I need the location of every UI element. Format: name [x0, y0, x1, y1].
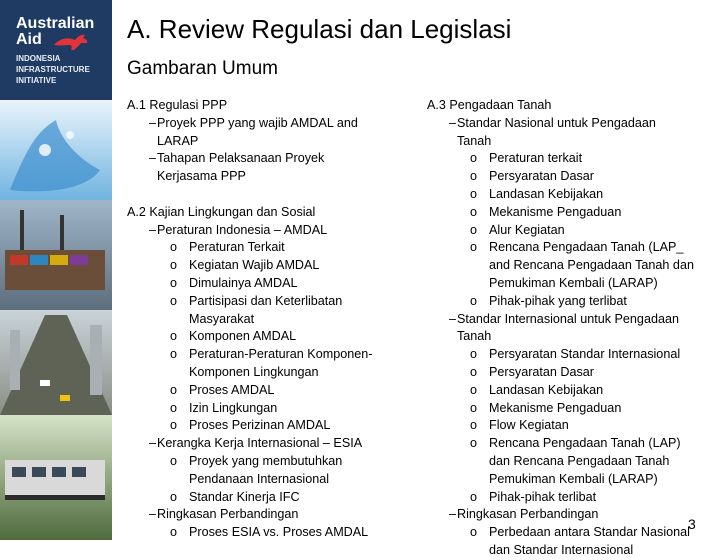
- circle-bullet: o: [470, 169, 478, 184]
- circle-bullet: o: [470, 293, 478, 308]
- section-heading: A.3 Pengadaan Tanah: [427, 98, 552, 112]
- dash-bullet: –: [149, 222, 157, 237]
- list-item-continuation: Tanah: [457, 133, 492, 148]
- sub-list-item: Perbedaan antara Standar Nasional: [489, 525, 690, 540]
- sub-list-item: Persyaratan Dasar: [489, 364, 594, 379]
- logo-word-2: Aid: [16, 31, 42, 48]
- circle-bullet: o: [470, 347, 478, 362]
- circle-bullet: o: [170, 258, 178, 273]
- sub-list-item: Landasan Kebijakan: [489, 382, 604, 397]
- left-column: [127, 97, 395, 542]
- sub-list-item: Rencana Pengadaan Tanah (LAP_: [489, 240, 684, 255]
- sub-list-item: Proyek yang membutuhkan: [189, 453, 343, 468]
- sub-list-item-continuation: dan Rencana Pengadaan Tanah: [489, 453, 670, 468]
- sub-list-item-continuation: Pemukiman Kembali (LARAP): [489, 275, 658, 290]
- sub-list-item: Komponen AMDAL: [189, 329, 297, 344]
- dash-bullet: –: [449, 507, 457, 522]
- sub-list-item: Kegiatan Wajib AMDAL: [189, 258, 320, 273]
- dash-bullet: –: [149, 151, 157, 166]
- program-line-3: INITIATIVE: [16, 76, 57, 85]
- sub-list-item-continuation: dan Standar Internasional: [489, 542, 634, 557]
- circle-bullet: o: [470, 186, 478, 201]
- circle-bullet: o: [470, 222, 478, 237]
- dash-bullet: –: [149, 436, 157, 451]
- sub-list-item: Proses Perizinan AMDAL: [189, 418, 331, 433]
- sub-list-item: Proses AMDAL: [189, 382, 275, 397]
- circle-bullet: o: [470, 240, 478, 255]
- circle-bullet: o: [470, 418, 478, 433]
- circle-bullet: o: [470, 204, 478, 219]
- section-heading: A.1 Regulasi PPP: [127, 98, 228, 112]
- sub-list-item: Peraturan terkait: [489, 151, 583, 166]
- circle-bullet: o: [170, 418, 178, 433]
- sub-list-item: Izin Lingkungan: [189, 400, 278, 415]
- kangaroo-icon: [52, 32, 92, 52]
- list-item: Standar Nasional untuk Pengadaan: [457, 115, 656, 130]
- circle-bullet: o: [170, 293, 178, 308]
- sub-list-item: Persyaratan Dasar: [489, 169, 594, 184]
- sub-list-item: Pihak-pihak terlibat: [489, 489, 597, 504]
- sub-list-item: Rencana Pengadaan Tanah (LAP): [489, 436, 681, 451]
- dash-bullet: –: [149, 507, 157, 522]
- australian-aid-logo: [6, 10, 110, 100]
- circle-bullet: o: [470, 525, 478, 540]
- sub-list-item: Dimulainya AMDAL: [189, 275, 298, 290]
- list-item-continuation: Tanah: [457, 329, 492, 344]
- sub-list-item: Flow Kegiatan: [489, 418, 569, 433]
- list-item: Standar Internasional untuk Pengadaan: [457, 311, 679, 326]
- right-column: [427, 97, 711, 560]
- dash-bullet: –: [149, 115, 157, 130]
- list-item-continuation: LARAP: [157, 133, 199, 148]
- sub-list-item-continuation: Pemukiman Kembali (LARAP): [489, 471, 658, 486]
- circle-bullet: o: [170, 525, 178, 540]
- circle-bullet: o: [470, 489, 478, 504]
- dash-bullet: –: [449, 115, 457, 130]
- sub-list-item: Persyaratan Standar Internasional: [489, 347, 681, 362]
- sidebar-banner: [0, 0, 112, 540]
- circle-bullet: o: [170, 382, 178, 397]
- circle-bullet: o: [170, 329, 178, 344]
- sub-list-item-continuation: Komponen Lingkungan: [189, 364, 319, 379]
- sub-list-item: Mekanisme Pengaduan: [489, 204, 622, 219]
- circle-bullet: o: [470, 436, 478, 451]
- circle-bullet: o: [470, 364, 478, 379]
- logo-word-1: Australian: [16, 15, 95, 32]
- list-item: Ringkasan Perbandingan: [157, 507, 299, 522]
- program-line-1: INDONESIA: [16, 54, 61, 63]
- sub-list-item-continuation: Masyarakat: [189, 311, 255, 326]
- sub-list-item: Proses ESIA vs. Proses AMDAL: [189, 525, 369, 540]
- program-line-2: INFRASTRUCTURE: [16, 65, 90, 74]
- circle-bullet: o: [470, 382, 478, 397]
- circle-bullet: o: [170, 489, 178, 504]
- list-item: Ringkasan Perbandingan: [457, 507, 599, 522]
- section-heading: A.2 Kajian Lingkungan dan Sosial: [127, 204, 316, 219]
- sub-list-item: Peraturan-Peraturan Komponen-: [189, 347, 373, 362]
- sub-list-item: Alur Kegiatan: [489, 222, 565, 237]
- slide-subtitle: Gambaran Umum: [127, 58, 278, 79]
- slide-title: A. Review Regulasi dan Legislasi: [127, 14, 512, 44]
- infrastructure-photo-collage: [0, 100, 112, 540]
- sub-list-item-continuation: and Rencana Pengadaan Tanah dan: [489, 258, 694, 273]
- sub-list-item: Partisipasi dan Keterlibatan: [189, 293, 343, 308]
- sub-list-item: Mekanisme Pengaduan: [489, 400, 622, 415]
- circle-bullet: o: [170, 240, 178, 255]
- sub-list-item: Pihak-pihak yang terlibat: [489, 293, 627, 308]
- circle-bullet: o: [170, 453, 178, 468]
- sub-list-item-continuation: Pendanaan Internasional: [189, 471, 330, 486]
- circle-bullet: o: [170, 275, 178, 290]
- list-item-continuation: Kerjasama PPP: [157, 169, 246, 184]
- list-item: Peraturan Indonesia – AMDAL: [157, 222, 328, 237]
- sub-list-item: Peraturan Terkait: [189, 240, 285, 255]
- list-item: Tahapan Pelaksanaan Proyek: [157, 151, 325, 166]
- sub-list-item: Standar Kinerja IFC: [189, 489, 300, 504]
- circle-bullet: o: [170, 400, 178, 415]
- page-number: 3: [688, 516, 696, 532]
- circle-bullet: o: [170, 347, 178, 362]
- sub-list-item: Landasan Kebijakan: [489, 186, 604, 201]
- circle-bullet: o: [470, 151, 478, 166]
- list-item: Proyek PPP yang wajib AMDAL and: [157, 115, 358, 130]
- circle-bullet: o: [470, 400, 478, 415]
- list-item: Kerangka Kerja Internasional – ESIA: [157, 436, 363, 451]
- dash-bullet: –: [449, 311, 457, 326]
